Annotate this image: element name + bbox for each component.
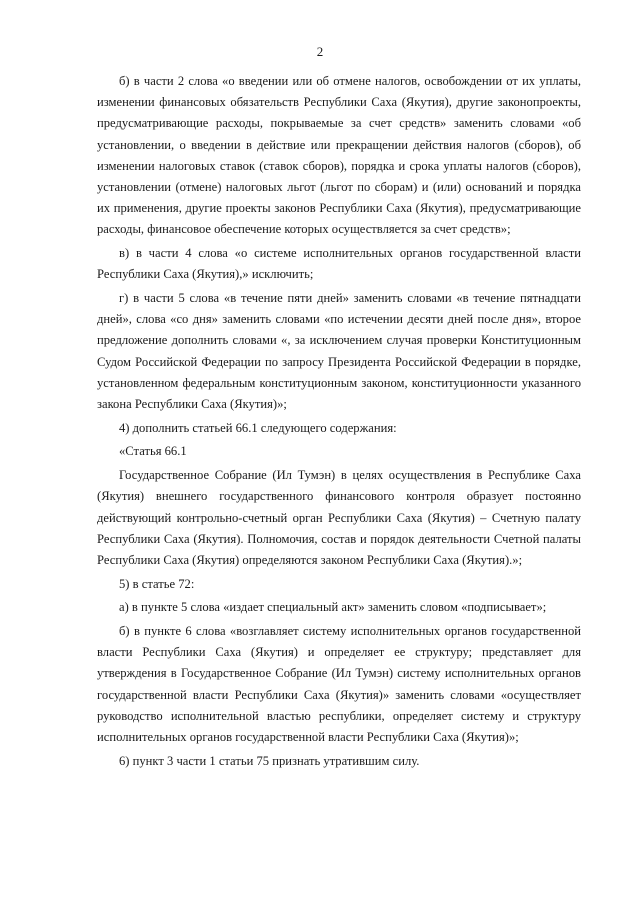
article-66-1-heading: «Статья 66.1	[119, 444, 187, 459]
paragraph-a-point-5: а) в пункте 5 слова «издает специальный акт» заменить словом «подписывает»;	[119, 600, 547, 615]
paragraph-item-4: 4) дополнить статьей 66.1 следующего содержания:	[119, 420, 397, 435]
article-66-1-text: Государственное Собрание (Ил Тумэн) в целях осуществления в Республике Саха (Якутия) внешнего государственного финансового контроля образует постоянно действующий контрольно-счетный орган Республики Саха (Якутия) – Счетную палату Республики Саха (Якутия). Полномочия, состав и порядок деятельности Счетной палаты Республики Саха (Якутия) определяются законом Республики Саха (Якутия).»;	[97, 468, 581, 567]
document-body	[97, 71, 581, 775]
page-number: 2	[316, 44, 324, 59]
paragraph-v-part-4: в) в части 4 слова «о системе исполнительных органов государственной власти Республики Саха (Якутия),» исключить;	[97, 246, 581, 282]
paragraph-g-part-5: г) в части 5 слова «в течение пяти дней» заменить словами «в течение пятнадцати дней», слова «со дня» заменить словами «по истечении десяти дней после дня», второе предложение дополнить словами «, за исключением случая проверки Конституционным Судом Российской Федерации по запросу Президента Российской Федерации в порядке, установленном федеральным конституционным законом, конституционности указанного закона Республики Саха (Якутия)»;	[97, 291, 581, 412]
paragraph-item-5: 5) в статье 72:	[119, 576, 195, 591]
paragraph-b-part-2: б) в части 2 слова «о введении или об отмене налогов, освобождении от их уплаты, изменении финансовых обязательств Республики Саха (Якутия), другие законопроекты, предусматривающие расходы, покрываемые за счет средств» заменить словами «об установлении, о введении в действие или прекращении действия налогов (сборов), об изменении налоговых ставок (ставок сборов), порядка и срока уплаты налогов (сборов), установлении (отмене) налоговых льгот (льгот по сборам) и (или) оснований и порядка их применения, другие проекты законов Республики Саха (Якутия), предусматривающие расходы, финансовое обеспечение которых осуществляется за счет средств»;	[97, 74, 581, 237]
paragraph-item-6: 6) пункт 3 части 1 статьи 75 признать утратившим силу.	[119, 753, 420, 768]
paragraph-b-point-6: б) в пункте 6 слова «возглавляет систему исполнительных органов государственной власти Республики Саха (Якутия) и определяет ее структуру; представляет для утверждения в Государственное Собрание (Ил Тумэн) систему исполнительных органов государственной власти Республики Саха (Якутия)» заменить словами «осуществляет руководство исполнительной властью республики, определяет систему и структуру исполнительных органов государственной власти Республики Саха (Якутия)»;	[97, 624, 581, 745]
